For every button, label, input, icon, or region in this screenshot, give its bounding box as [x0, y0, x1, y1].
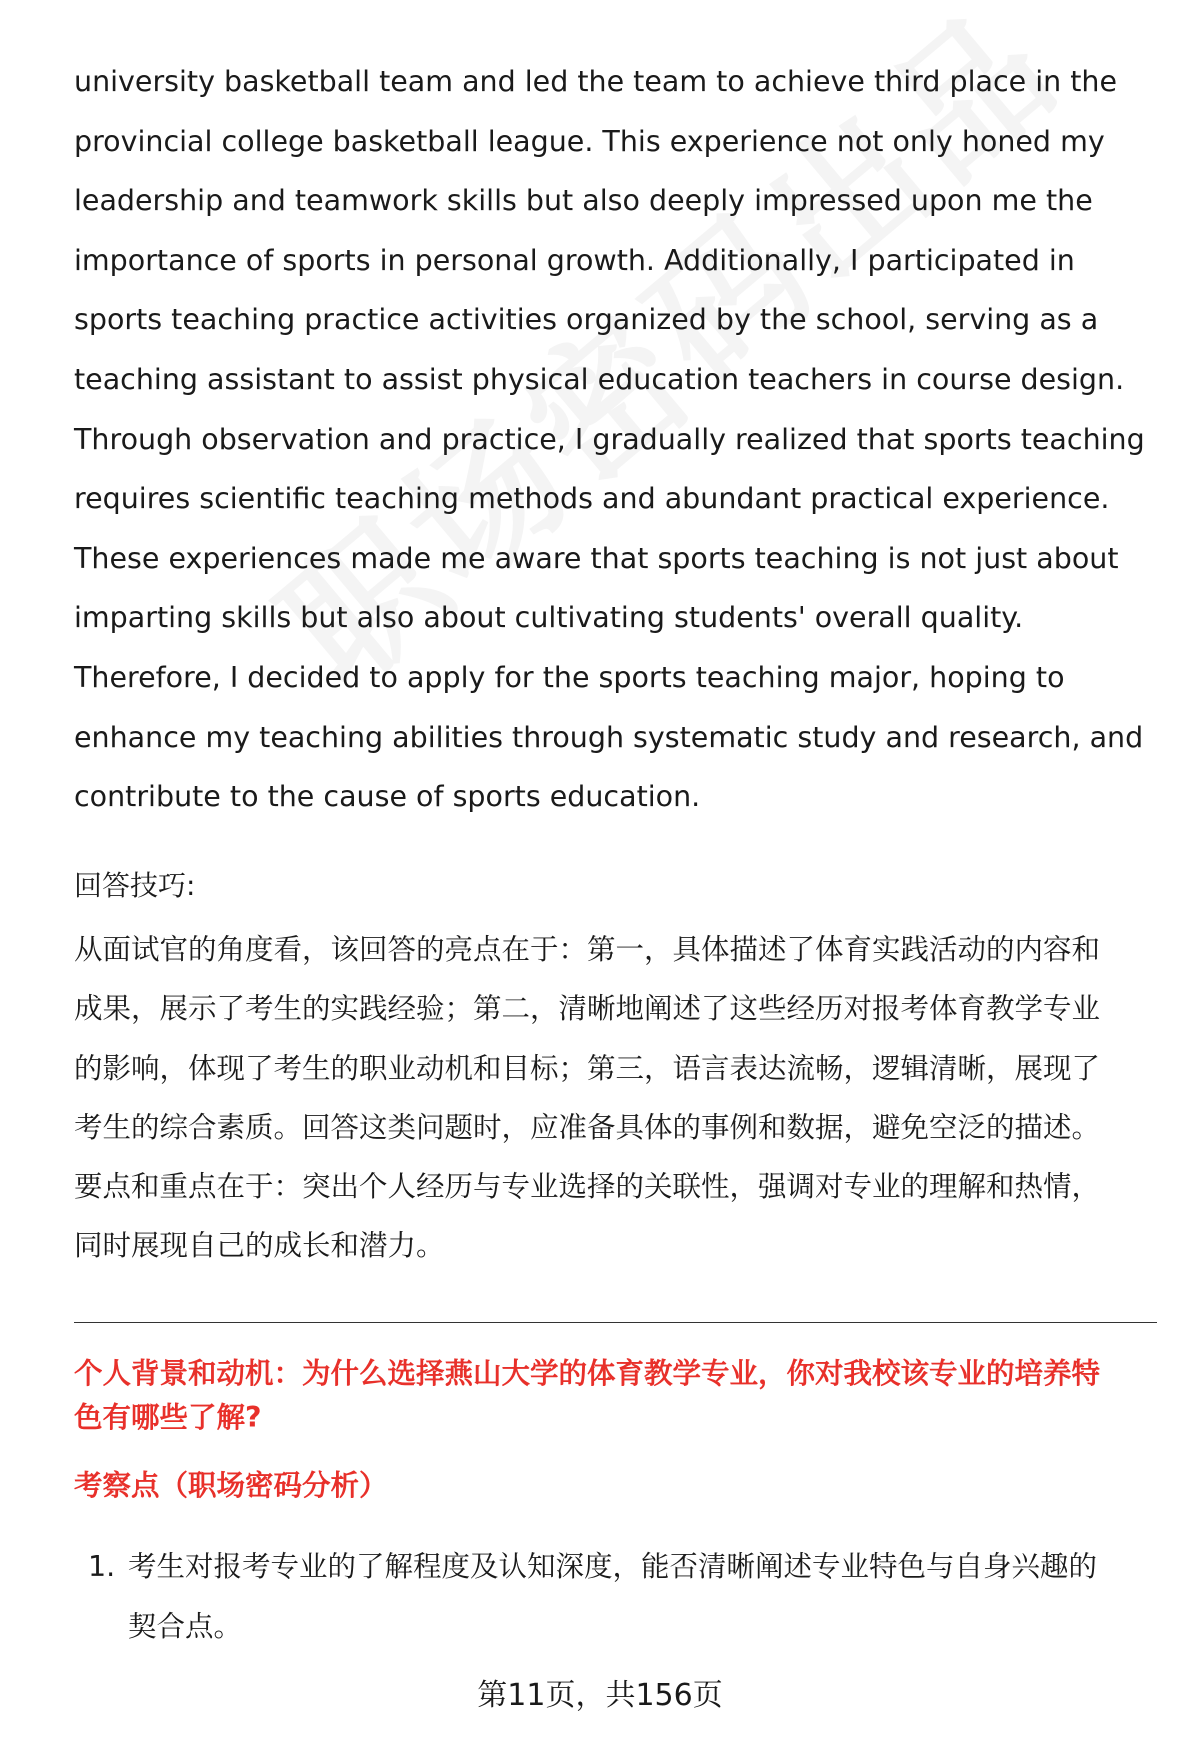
question-line: 个人背景和动机：为什么选择燕山大学的体育教学专业，你对我校该专业的培养特 [74, 1357, 1101, 1390]
answer-line: enhance my teaching abilities through systematic study and research, and [74, 720, 1144, 754]
answer-line: sports teaching practice activities organized by the school, serving as a [74, 303, 1099, 337]
answer-line: leadership and teamwork skills but also deeply impressed upon me the [74, 184, 1093, 218]
answer-line: These experiences made me aware that sports teaching is not just about [74, 541, 1119, 575]
list-item [74, 1537, 1164, 1657]
page-number: 第11页，共156页 [477, 1678, 723, 1713]
list-item-number: 1. [88, 1550, 116, 1583]
tips-line: 从面试官的角度看，该回答的亮点在于：第一，具体描述了体育实践活动的内容和 [74, 933, 1101, 966]
tips-line: 的影响，体现了考生的职业动机和目标；第三，语言表达流畅，逻辑清晰，展现了 [74, 1051, 1101, 1085]
tips-heading: 回答技巧: [74, 869, 196, 902]
list-item-line: 考生对报考专业的了解程度及认知深度，能否清晰阐述专业特色与自身兴趣的 [128, 1550, 1098, 1583]
tips-line: 要点和重点在于：突出个人经历与专业选择的关联性，强调对专业的理解和热情， [74, 1170, 1101, 1204]
section-divider [74, 1322, 1157, 1323]
question-heading [74, 1352, 1164, 1440]
answer-line: contribute to the cause of sports education. [74, 780, 701, 814]
answer-line: imparting skills but also about cultivating students' overall quality. [74, 601, 1024, 635]
answer-line: importance of sports in personal growth. Additionally, I participated in [74, 243, 1075, 277]
tips-line: 同时展现自己的成长和潜力。 [74, 1229, 445, 1263]
answer-line: provincial college basketball league. This experience not only honed my [74, 124, 1105, 158]
answer-line: teaching assistant to assist physical education teachers in course design. [74, 362, 1125, 396]
answer-line: requires scientific teaching methods and abundant practical experience. [74, 482, 1110, 516]
tips-line: 考生的综合素质。回答这类问题时，应准备具体的事例和数据，避免空泛的描述。 [74, 1110, 1101, 1144]
answer-line: university basketball team and led the team to achieve third place in the [74, 65, 1118, 98]
tips-paragraph [74, 920, 1154, 1276]
answer-paragraph [74, 52, 1154, 827]
tips-line: 成果，展示了考生的实践经验；第二，清晰地阐述了这些经历对报考体育教学专业 [74, 992, 1101, 1026]
question-line: 色有哪些了解? [74, 1401, 262, 1434]
answer-line: Therefore, I decided to apply for the sports teaching major, hoping to [74, 660, 1065, 694]
exam-point-list [74, 1537, 1164, 1657]
exam-point-heading: 考察点（职场密码分析） [74, 1469, 388, 1502]
answer-line: Through observation and practice, I gradually realized that sports teaching [74, 422, 1145, 456]
list-item-line: 契合点。 [128, 1610, 243, 1643]
